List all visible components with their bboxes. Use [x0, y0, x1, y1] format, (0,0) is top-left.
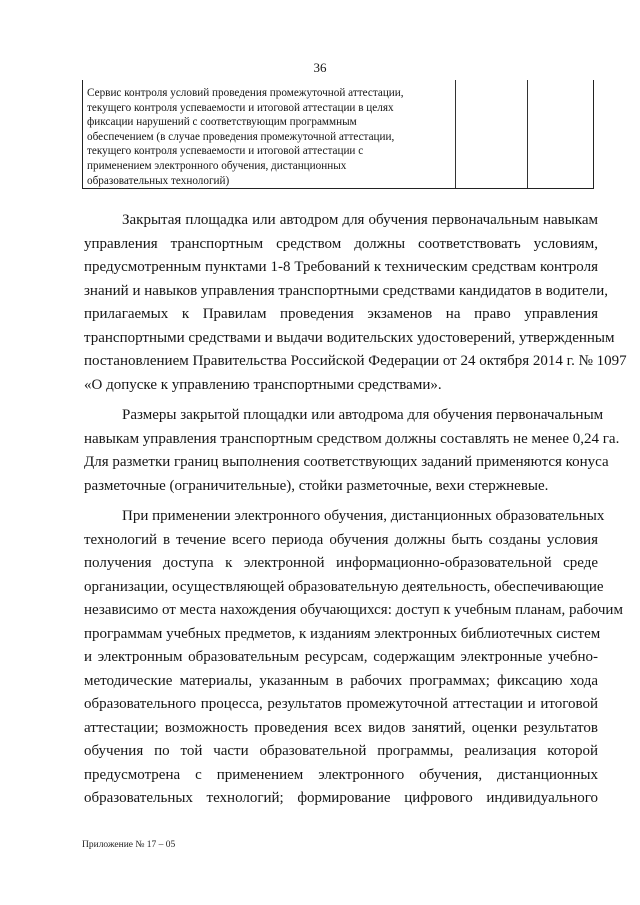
text-line: предусмотренным пунктами 1-8 Требований к техническим средствам контроля	[84, 259, 598, 275]
table-cell-empty	[528, 80, 590, 188]
table-cell-line: текущего контроля успеваемости и итоговой аттестации с	[87, 145, 364, 158]
paragraph-gap	[84, 397, 598, 404]
text-line: транспортными средствами и выдачи водительских удостоверений, утвержденным	[84, 329, 615, 346]
text-line: технологий в течение всего периода обучения должны быть созданы условия	[84, 531, 598, 548]
text-line: постановлением Правительства Российской Федерации от 24 октября 2014 г. № 1097	[84, 353, 627, 369]
text-line: организации, осуществляющей образовательную деятельность, обеспечивающие	[84, 578, 604, 595]
paragraph	[84, 209, 627, 397]
text-line: знаний и навыков управления транспортными средствами кандидатов в водители,	[84, 282, 608, 299]
paragraph	[84, 505, 623, 811]
text-line: независимо от места нахождения обучающихся: доступ к учебным планам, рабочим	[84, 602, 623, 618]
text-line: программам учебных предметов, к изданиям электронных библиотечных систем	[84, 625, 601, 642]
body-text	[84, 209, 627, 811]
footer-note: Приложение № 17 – 05	[82, 840, 176, 850]
table-cell-line: образовательных технологий)	[87, 174, 230, 187]
text-line: предусмотрена с применением электронного обучения, дистанционных	[84, 766, 598, 783]
text-line: При применении электронного обучения, дистанционных образовательных	[122, 508, 605, 524]
text-line: образовательного процесса, результатов промежуточной аттестации и итоговой	[84, 696, 598, 712]
table-cell-description	[83, 80, 456, 188]
table-cell-line: обеспечением (в случае проведения промежуточной аттестации,	[87, 130, 395, 143]
table-cell-line: применением электронного обучения, дистанционных	[87, 159, 347, 172]
text-line: образовательных технологий; формирование цифрового индивидуального	[84, 790, 598, 806]
table-cell-line: фиксации нарушений с соответствующим программным	[87, 116, 357, 129]
paragraph	[84, 404, 620, 498]
text-line: аттестации; возможность проведения всех видов занятий, оценки результатов	[84, 719, 598, 736]
table-cell-line: текущего контроля успеваемости и итоговой аттестации в целях	[87, 101, 394, 114]
continuation-table-row	[82, 80, 594, 189]
text-line: получения доступа к электронной информационно-образовательной среде	[84, 555, 598, 571]
text-line: управления транспортным средством должны соответствовать условиям,	[84, 235, 598, 252]
text-line: прилагаемых к Правилам проведения экзаменов на право управления	[84, 306, 598, 322]
text-line: Размеры закрытой площадки или автодрома для обучения первоначальным	[122, 407, 604, 423]
text-line: навыкам управления транспортным средством должны составлять не менее 0,24 га.	[84, 430, 620, 447]
text-line: Закрытая площадка или автодром для обучения первоначальным навыкам	[122, 212, 598, 228]
text-line: и электронным образовательным ресурсам, содержащим электронные учебно-	[84, 649, 598, 665]
page-number: 36	[313, 60, 327, 75]
table-cell-line: Сервис контроля условий проведения промежуточной аттестации,	[87, 87, 404, 99]
text-line: «О допуске к управлению транспортными средствами».	[84, 376, 442, 393]
text-line: обучения по той части образовательной программы, реализация которой	[84, 743, 598, 759]
table-cell-empty	[456, 80, 528, 188]
text-line: методические материалы, указанным в рабочих программах; фиксацию хода	[84, 672, 598, 689]
text-line: Для разметки границ выполнения соответствующих заданий применяются конуса	[84, 454, 609, 470]
text-line: разметочные (ограничительные), стойки разметочные, вехи стержневые.	[84, 477, 549, 494]
paragraph-gap	[84, 498, 598, 505]
